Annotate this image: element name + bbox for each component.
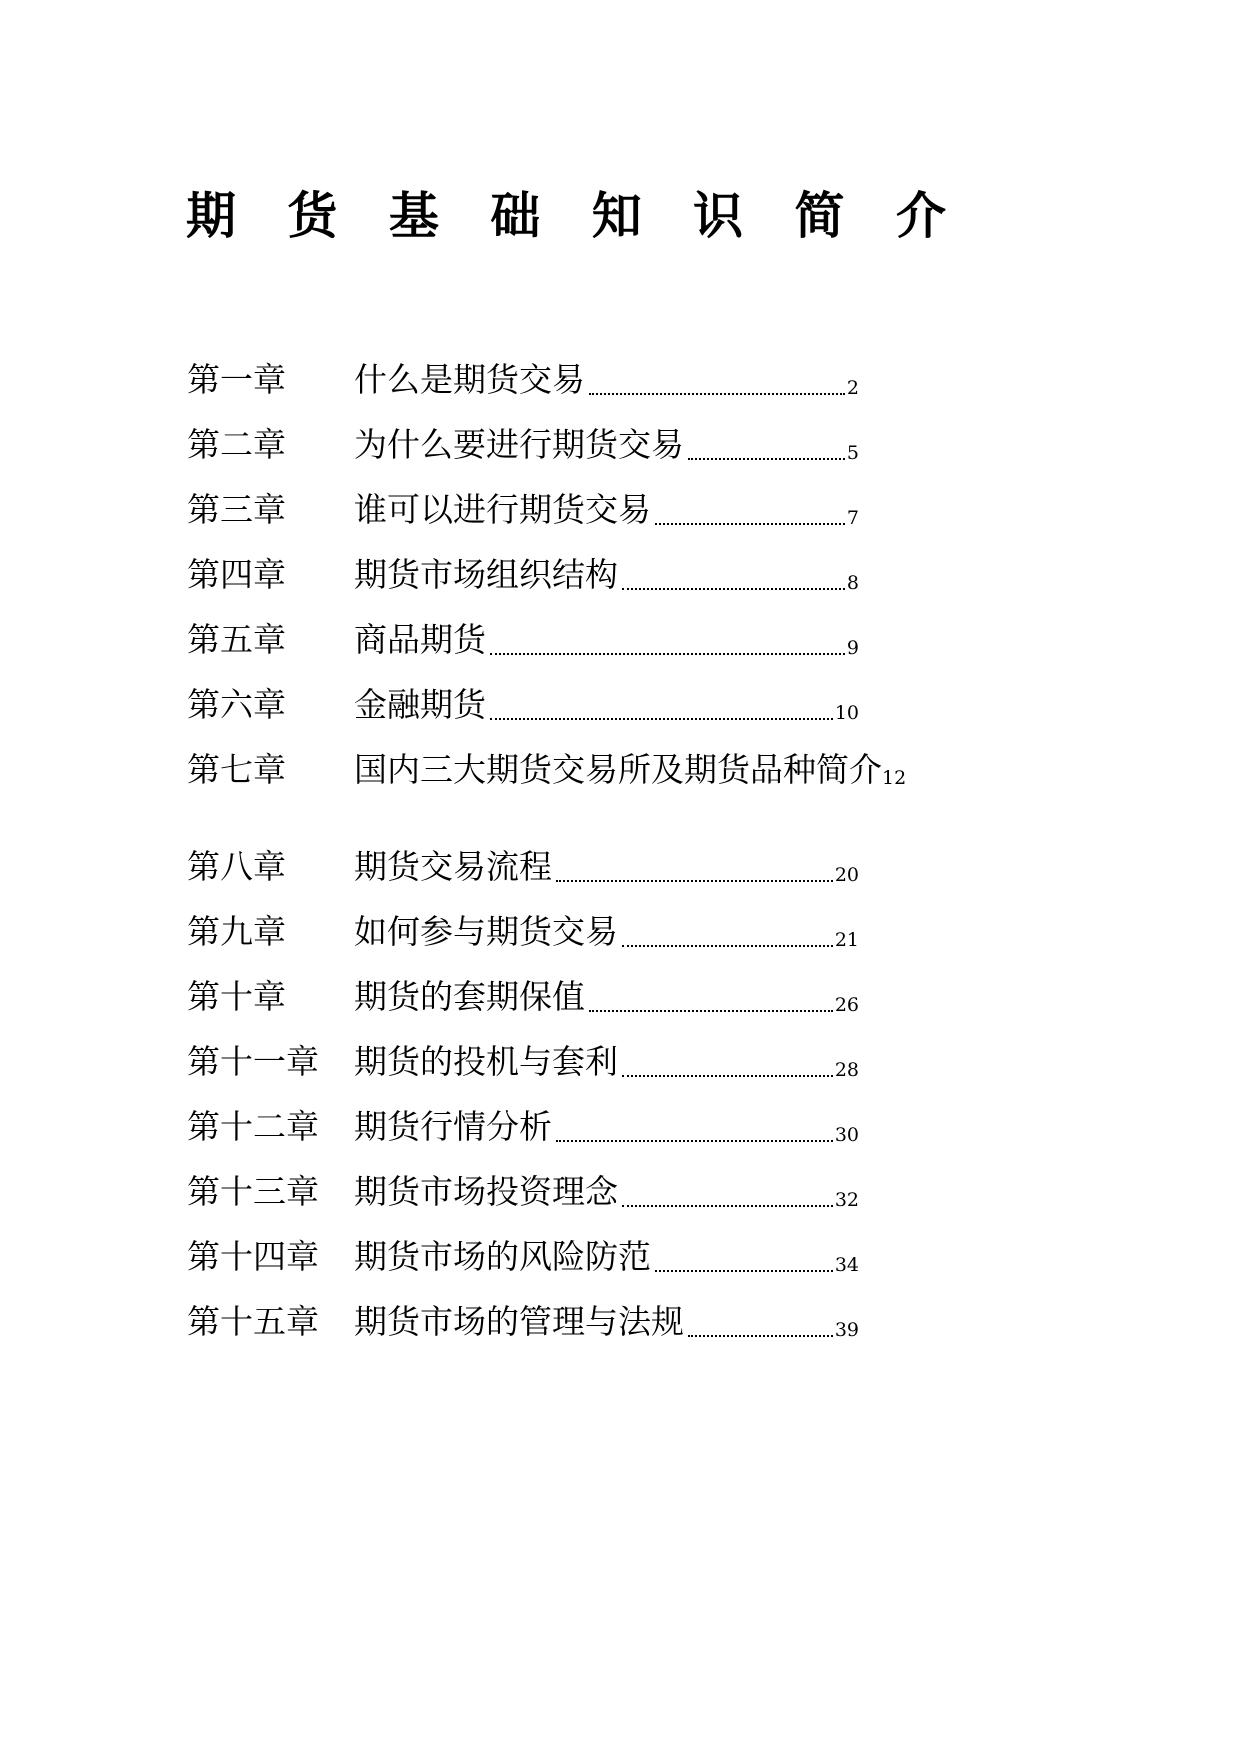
toc-page-number: 7 [846, 507, 859, 529]
toc-chapter-number: 第一章 [187, 360, 286, 399]
toc-dot-leader [622, 587, 845, 590]
toc-dot-leader [622, 1074, 833, 1077]
toc-chapter-title: 期货市场组织结构 [354, 555, 618, 594]
toc-dot-leader [655, 1269, 833, 1272]
toc-dot-leader [490, 652, 845, 655]
toc-page-number: 34 [834, 1254, 859, 1276]
toc-chapter-title: 期货市场的风险防范 [354, 1237, 651, 1276]
toc-chapter-number: 第十五章 [187, 1302, 319, 1341]
toc-dot-leader [556, 879, 833, 882]
toc-dot-leader [622, 944, 833, 947]
toc-chapter-number: 第四章 [187, 555, 286, 594]
toc-page-number: 20 [834, 864, 859, 886]
toc-chapter-title: 为什么要进行期货交易 [354, 425, 684, 464]
toc-chapter-number: 第十一章 [187, 1042, 319, 1081]
toc-chapter-number: 第十章 [187, 977, 286, 1016]
toc-entry-chapter-13[interactable] [187, 1167, 859, 1217]
toc-entry-chapter-15[interactable] [187, 1297, 859, 1347]
toc-chapter-title: 期货的投机与套利 [354, 1042, 618, 1081]
toc-chapter-title: 期货市场投资理念 [354, 1172, 618, 1211]
toc-entry-chapter-3[interactable] [187, 485, 859, 535]
toc-entry-chapter-14[interactable] [187, 1232, 859, 1282]
toc-page-number: 28 [834, 1059, 859, 1081]
title-char: 识 [693, 187, 744, 245]
toc-page-number: 26 [834, 994, 859, 1016]
toc-entry-chapter-11[interactable] [187, 1037, 859, 1087]
toc-entry-chapter-8[interactable] [187, 842, 859, 892]
toc-entry-chapter-9[interactable] [187, 907, 859, 957]
toc-page-number: 9 [846, 637, 859, 659]
toc-chapter-title: 期货行情分析 [354, 1107, 552, 1146]
toc-dot-leader [688, 1334, 833, 1337]
toc-page-number: 8 [846, 572, 859, 594]
toc-chapter-title: 金融期货 [354, 685, 486, 724]
title-char: 简 [794, 187, 845, 245]
toc-page-number: 21 [834, 929, 859, 951]
toc-chapter-number: 第八章 [187, 847, 286, 886]
title-char: 介 [895, 187, 946, 245]
toc-chapter-title: 如何参与期货交易 [354, 912, 618, 951]
toc-chapter-number: 第十二章 [187, 1107, 319, 1146]
toc-entry-chapter-4[interactable] [187, 550, 859, 600]
toc-chapter-number: 第十三章 [187, 1172, 319, 1211]
toc-dot-leader [655, 522, 845, 525]
toc-chapter-number: 第九章 [187, 912, 286, 951]
title-char: 础 [490, 187, 541, 245]
toc-entry-chapter-5[interactable] [187, 615, 859, 665]
toc-chapter-title: 商品期货 [354, 620, 486, 659]
toc-chapter-number: 第六章 [187, 685, 286, 724]
title-char: 知 [591, 187, 642, 245]
toc-chapter-title: 期货市场的管理与法规 [354, 1302, 684, 1341]
toc-chapter-number: 第七章 [187, 750, 286, 789]
toc-page-number: 30 [834, 1124, 859, 1146]
toc-chapter-title: 国内三大期货交易所及期货品种简介 [354, 750, 882, 789]
toc-entry-chapter-6[interactable] [187, 680, 859, 730]
toc-dot-leader [688, 457, 845, 460]
toc-dot-leader [589, 1009, 833, 1012]
toc-chapter-number: 第五章 [187, 620, 286, 659]
table-of-contents [187, 0, 967, 1400]
toc-page-number: 2 [846, 377, 859, 399]
toc-entry-chapter-12[interactable] [187, 1102, 859, 1152]
toc-entry-chapter-2[interactable] [187, 420, 859, 470]
toc-page-number: 5 [846, 442, 859, 464]
toc-page-number: 39 [834, 1319, 859, 1341]
title-char: 期 [186, 187, 236, 245]
toc-entry-chapter-1[interactable] [187, 355, 859, 405]
toc-entry-chapter-10[interactable] [187, 972, 859, 1022]
toc-chapter-number: 第三章 [187, 490, 286, 529]
toc-chapter-number: 第二章 [187, 425, 286, 464]
toc-dot-leader [490, 717, 833, 720]
title-char: 基 [388, 187, 439, 245]
toc-dot-leader [556, 1139, 833, 1142]
toc-chapter-title: 期货的套期保值 [354, 977, 585, 1016]
toc-chapter-title: 谁可以进行期货交易 [354, 490, 651, 529]
toc-chapter-title: 期货交易流程 [354, 847, 552, 886]
toc-dot-leader [589, 392, 845, 395]
toc-dot-leader [622, 1204, 833, 1207]
toc-page-number: 32 [834, 1189, 859, 1211]
toc-chapter-title: 什么是期货交易 [354, 360, 585, 399]
title-char: 货 [287, 187, 338, 245]
toc-page-number: 10 [834, 702, 859, 724]
toc-chapter-number: 第十四章 [187, 1237, 319, 1276]
toc-entry-chapter-7[interactable] [187, 745, 909, 795]
toc-page-number: 12 [882, 767, 907, 789]
